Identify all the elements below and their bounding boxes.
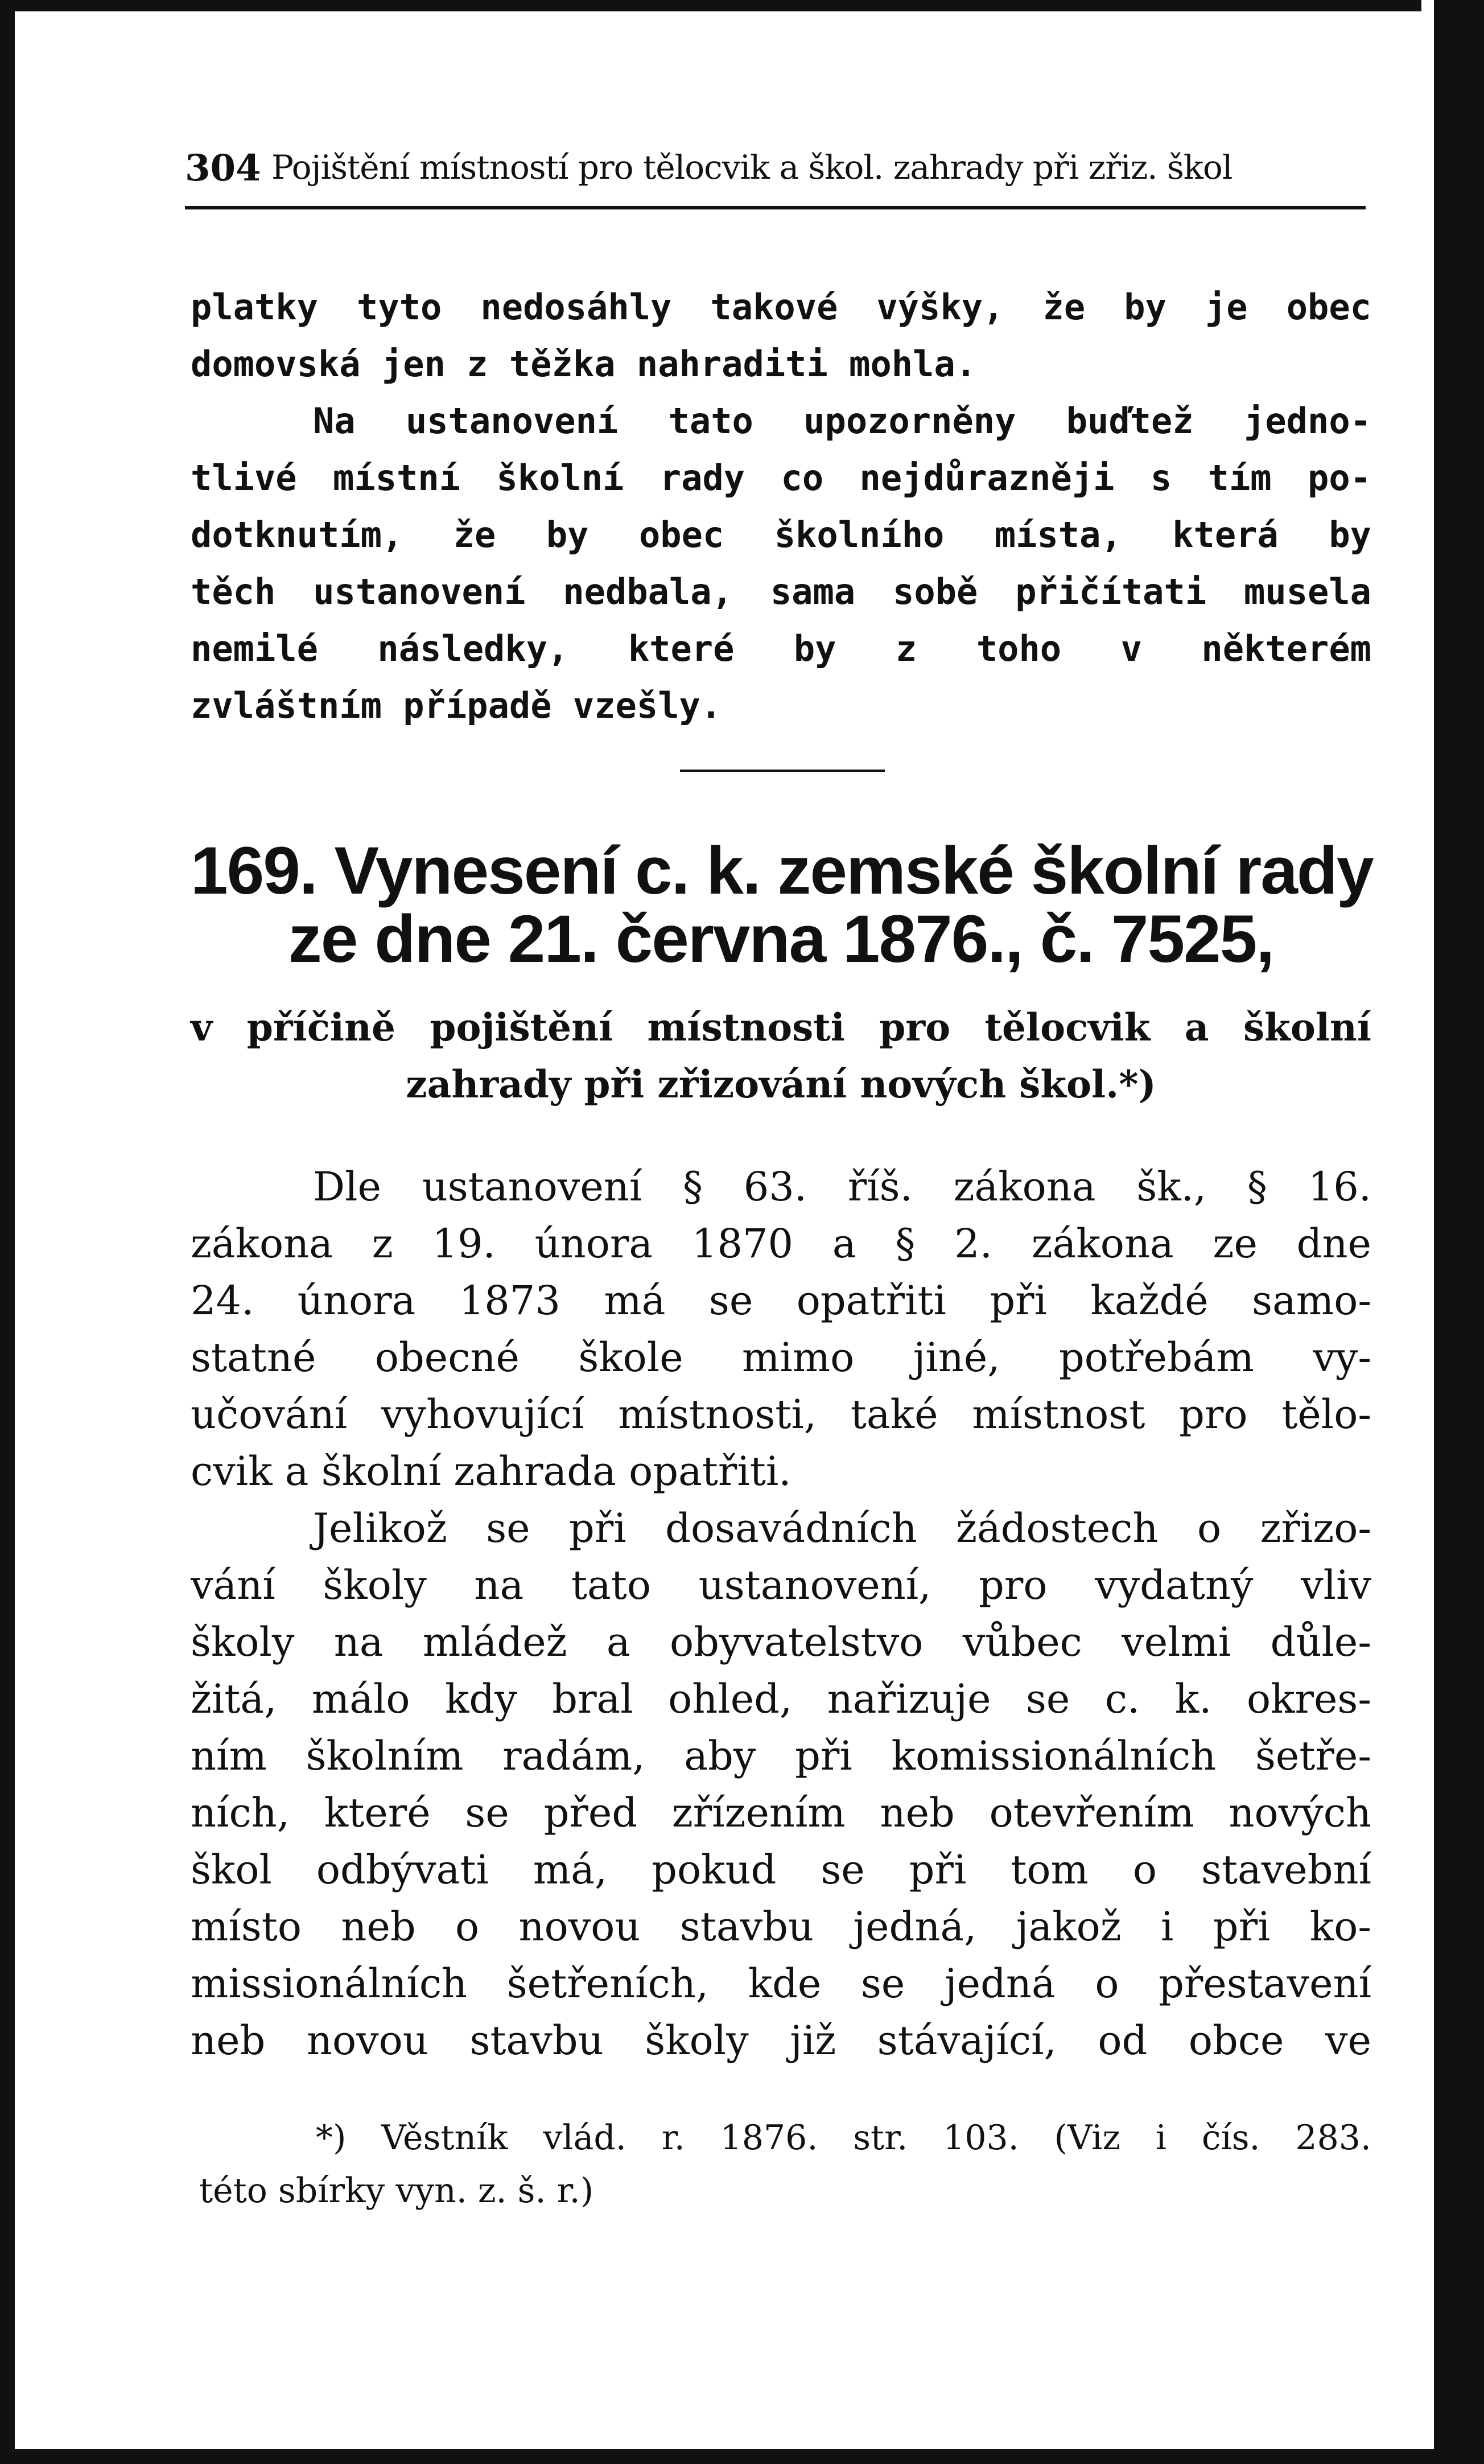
section-subtitle [191, 999, 1371, 1113]
text-line: škol odbývati má, pokud se při tom o stavební [191, 1846, 1371, 1893]
text-line: těch ustanovení nedbala, sama sobě přičítati musela [191, 571, 1371, 612]
text-line: neb novou stavbu školy již stávající, od obce ve [191, 2017, 1371, 2064]
text-line: zákona z 19. února 1870 a § 2. zákona ze dne [191, 1220, 1371, 1267]
intro-paragraph [191, 279, 1371, 734]
text-line: místo neb o novou stavbu jedná, jakož i při ko- [191, 1903, 1371, 1950]
header-rule [185, 206, 1366, 209]
text-line: Dle ustanovení § 63. říš. zákona šk., § 16. [313, 1163, 1371, 1210]
scan-border-bottom [0, 2449, 1484, 2464]
text-line: učování vyhovující místnosti, také místnost pro tělo- [191, 1391, 1371, 1438]
footnote-line: této sbírky vyn. z. š. r.) [199, 2171, 594, 2211]
footnote [199, 2112, 1371, 2218]
section-subtitle-line: zahrady při zřizování nových škol.*) [406, 1062, 1156, 1106]
section-title-line: 169. Vynesení c. k. zemské školní rady [191, 833, 1373, 908]
scan-border-top [0, 0, 1484, 11]
section-title [191, 833, 1373, 977]
text-line: školy na mládež a obyvatelstvo vůbec velmi důle- [191, 1619, 1371, 1665]
text-line: Na ustanovení tato upozorněny buďtež jedno- [313, 400, 1371, 442]
scan-border-gap [1421, 0, 1434, 2464]
text-line: vání školy na tato ustanovení, pro vydatný vliv [191, 1562, 1371, 1609]
text-line: dotknutím, že by obec školního místa, která by [191, 514, 1371, 556]
scan-border-left [0, 0, 15, 2464]
scan-border-right [1433, 0, 1484, 2464]
page-number: 304 [185, 147, 261, 190]
text-line: ních, které se před zřízením neb otevřením nových [191, 1790, 1371, 1836]
running-title: Pojištění místností pro tělocvik a škol. zahrady při zřiz. škol [271, 148, 1232, 187]
text-line: Jelikož se při dosavádních žádostech o zřizo- [313, 1505, 1371, 1552]
text-line: žitá, málo kdy bral ohled, nařizuje se c. k. okres- [191, 1676, 1371, 1722]
section-title-line: ze dne 21. června 1876., č. 7525, [288, 902, 1274, 977]
footnote-line: *) Věstník vlád. r. 1876. str. 103. (Viz i čís. 283. [316, 2118, 1371, 2158]
text-line: cvik a školní zahrada opatřiti. [191, 1448, 792, 1495]
text-line: 24. února 1873 má se opatřiti při každé samo- [191, 1277, 1371, 1324]
text-line: missionálních šetřeních, kde se jedná o přestavení [191, 1960, 1371, 2007]
section-divider [680, 770, 885, 772]
text-line: domovská jen z těžka nahraditi mohla. [191, 343, 977, 385]
text-line: nemilé následky, které by z toho v některém [191, 628, 1371, 669]
section-subtitle-line: v příčině pojištění místnosti pro tělocvik a školní [191, 1005, 1371, 1050]
page-header [185, 147, 1368, 192]
main-text [191, 1158, 1371, 2069]
text-line: tlivé místní školní rady co nejdůrazněji s tím po- [191, 457, 1371, 499]
text-line: ním školním radám, aby při komissionálních šetře- [191, 1733, 1371, 1779]
text-line: statné obecné škole mimo jiné, potřebám vy- [191, 1334, 1371, 1381]
text-line: zvláštním případě vzešly. [191, 685, 722, 726]
text-line: platky tyto nedosáhly takové výšky, že by je obec [191, 286, 1371, 328]
